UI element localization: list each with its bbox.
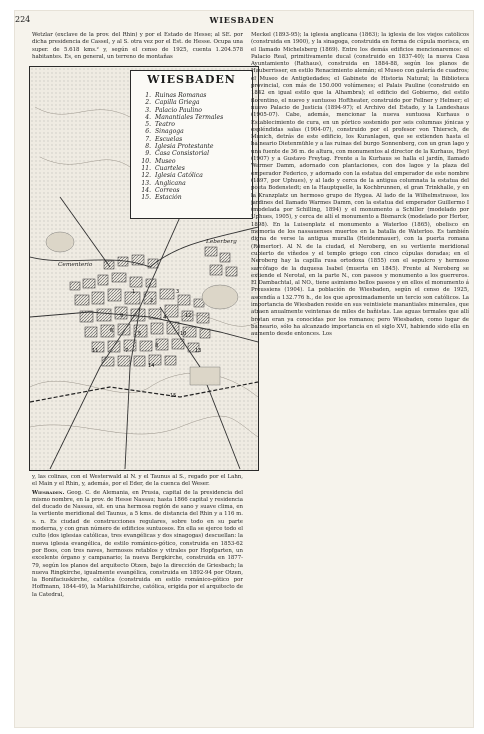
legend-item: 14. Correos: [153, 187, 223, 194]
svg-text:10: 10: [180, 331, 187, 337]
legend-item: 7. Escuelas: [153, 136, 223, 143]
lead-paragraph: y, las colinas, con el Westerwald al N. y el Taunus al S., regado por el Lahn, el Main y el Rhin, y, además, por el Eder, de la cuenca del Weser.: [32, 474, 243, 488]
map-legend: [130, 70, 253, 219]
right-column: [251, 32, 469, 724]
svg-text:3: 3: [176, 289, 180, 295]
svg-text:7: 7: [125, 348, 129, 354]
svg-text:1: 1: [132, 289, 136, 295]
legend-item: 1. Ruinas Romanas: [153, 92, 223, 99]
map-label-leberberg: Leberberg: [206, 239, 237, 245]
legend-item: 10. Museo: [153, 158, 223, 165]
svg-text:14: 14: [148, 363, 155, 369]
intro-paragraph: Wetzlar (exclave de la prov. del Rhin) y por el Estado de Hesse; al SE. por dicha presidencia de Cassel, y al S. otra vez por el Est. de Hesse. Ocupa una super. de 5.618 kms.² y, según el censo de 1925, cuenta 1.204.578 habitantes. Es, en general, un terreno de montañas: [32, 32, 243, 60]
svg-text:6: 6: [110, 328, 114, 334]
article-body: Geog. C. de Alemania, en Prusia, capital de la presidencia del mismo nombre, en la prov. de Hesse Nassau; hasta 1866 capital y residencia del ducado de Nassau, sit. en una hermosa región de sano y suave clima, en la vertiente meridional del Taunus, a 5 kms. de distancia del Rhin y a 116 m. s. n. Es ciudad de construcciones regulares, sobre todo en su parte moderna, y con gran número de edificios suntuosos. En ella se ejerce todo el culto (dos iglesias católicas, tres evangélicas y dos sinagogas) descuellan: la nueva iglesia evangélica, de estilo románico-gótico, construida en 1853-62 por Boos, con tres naves, hermosos retablos y vitrales por Hopfgarten, un excelente órgano y campanario; la nueva Bergkirche, construida en 1877-79, según los planos del arquitecto Otzen, bajo la dirección de Griesbach; la nueva Ringkirche, igualmente evangélica, construida en 1892-94 por Otzen, la Bonifaciuskirche, católica (construida en estilo románico-gótico por Hoffmann, 1844-49), la Mariahilfkirche, católica, erigida por el arquitecto de la Catedral,: [32, 489, 243, 598]
page-number: 224: [15, 15, 31, 24]
svg-text:2: 2: [150, 298, 154, 304]
legend-item: 4. Manantiales Termales: [153, 114, 223, 121]
legend-item: 2. Capilla Griega: [153, 99, 223, 106]
legend-item: 9. Casa Consistorial: [153, 150, 223, 157]
svg-text:13: 13: [195, 348, 202, 354]
legend-item: 12. Iglesia Católica: [153, 172, 223, 179]
article-paragraph: [32, 490, 243, 599]
article-heading: Wiesbaden.: [32, 489, 65, 496]
svg-text:4: 4: [163, 315, 167, 321]
svg-text:8: 8: [155, 343, 159, 349]
legend-title: WIESBADEN: [147, 73, 236, 86]
legend-item: 13. Anglicana: [153, 180, 223, 187]
svg-text:15: 15: [170, 393, 177, 399]
svg-text:12: 12: [185, 313, 192, 319]
right-paragraph: Meckel (1893-95); la iglesia anglicana (1863); la iglesia de los viejos católicos (construida en 1900), y la sinagoga, construida en forma de cúpula morisca, en el llamado Michelsberg (1869). Entre los demás edificios mencionaremos: el Palacio Real, primitivamente ducal (construido en 1837-40); la nueva Casa Ayuntamiento (Rathaus), construida en 1884-88, según los planos de Hauberrisser, en estilo Renacimiento alemán; el Museo con galería de cuadros; el Museo de Antigüedades; el Gabinete de Historia Natural; la Biblioteca provincial, con más de 150.000 volúmenes; el Palais Pauline (construido en 1842 en igual estilo que la Alhambra); el edificio del Gobierno, del estilo florentino, el nuevo y suntuoso Hoftheater, construido por Fellner y Helmer; el nuevo Palacio de Justicia (1894-97); el Archivo del Estado, y la Landeshaus (1905-07). Cabe, además, mencionar la nueva suntuosa Kurhaus o Establecimiento de cura, en un pórtico sostenido por seis columnas jónicas y espléndidas salas (1904-07), construido por el profesor von Thiersch, de Munich, detrás de este edificio, los Kuranlagen, que se extienden hasta el balneario Dietenmühle y a las ruinas del burgo Sonnenberg, con un gran lago y una fuente de 36 m. de altura, con monumentos al director de la Kurhaus, Heyl (1907) y a Gustavo Freytag. Frente a la Kurhaus se halla el jardín, llamado Warmer Damm, adornado con plantaciones, con dos lagos y la plaza del emperador Federico, y adornado con la estatua del emperador de este nombre (1897, por Uphues), y al lado y cerca de la antigua columnata la estatua del poeta Bodenstedt; en la Hauptquelle, la Kochbrunnen, el gran Trinkhalle, y en la Kranzplatz un hermoso grupo de Hygea. Al lado de la Wilhelmstrasse, los jardines del llamado Warmes Damm, con la estatua del emperador Guillermo I (modelada por Schilling, 1894) y el monumento a Schiller (modelado por Uphues, 1905), y cerca de allí el monumento a Bismarck (modelado por Herter, 1898). En la Luisenplatz el monumento a Waterloo (1865), obelisco en memoria de los nassauenses muertos en la batalla de Waterloo. Es también digna de verse la antigua muralla (Heidenmauer), con la puerta romana (Römertor). Al N. de la ciudad, el Neroberg, en su vertiente meridional cubierto de viñedos y el templo griego con cinco cúpulas doradas; en el Neroberg hay la capilla rusa ortodoxa (1855) con el sepulcro y hermoso sarcófago de la duquesa Isabel (muerta en 1845). Frente al Neroberg se extiende el Nerotal, en la parte N., con paseos y monumento a los guerreros. El Dambachtal, al NO., tiene asimismo bellos paseos y en ellos el monumento á Preussiens (1904). La población de Wiesbaden, según el censo de 1925, ascendía a 132.776 h., de los que aproximadamente un tercio son católicos. La importancia de Wiesbaden reside en sus veintisiete manantiales minerales, que atraen anualmente veintenas de miles de bañistas. Las aguas termales que allí brotan eran ya conocidas por los romanos; pero Wiesbaden, como lugar de balneario, sólo ha alcanzado importancia en el siglo XVI, habiendo sido ella en aumento desde entonces. Los: [251, 32, 469, 338]
legend-item: 15. Estación: [153, 194, 223, 201]
svg-text:9: 9: [120, 313, 124, 319]
running-title: WIESBADEN: [209, 15, 275, 25]
legend-item: 6. Sinagoga: [153, 128, 223, 135]
legend-item: 11. Cuarteles: [153, 165, 223, 172]
map-label-cemetery: Cementerio: [58, 262, 93, 268]
legend-item: 3. Palacio Paulino: [153, 107, 223, 114]
running-header: [15, 15, 469, 27]
legend-list: [143, 92, 223, 201]
legend-item: 5. Teatro: [153, 121, 223, 128]
svg-text:11: 11: [92, 348, 99, 354]
bottom-left-text: [32, 474, 243, 724]
svg-text:5: 5: [138, 331, 142, 337]
legend-item: 8. Iglesia Protestante: [153, 143, 223, 150]
intro-text: [32, 32, 243, 64]
